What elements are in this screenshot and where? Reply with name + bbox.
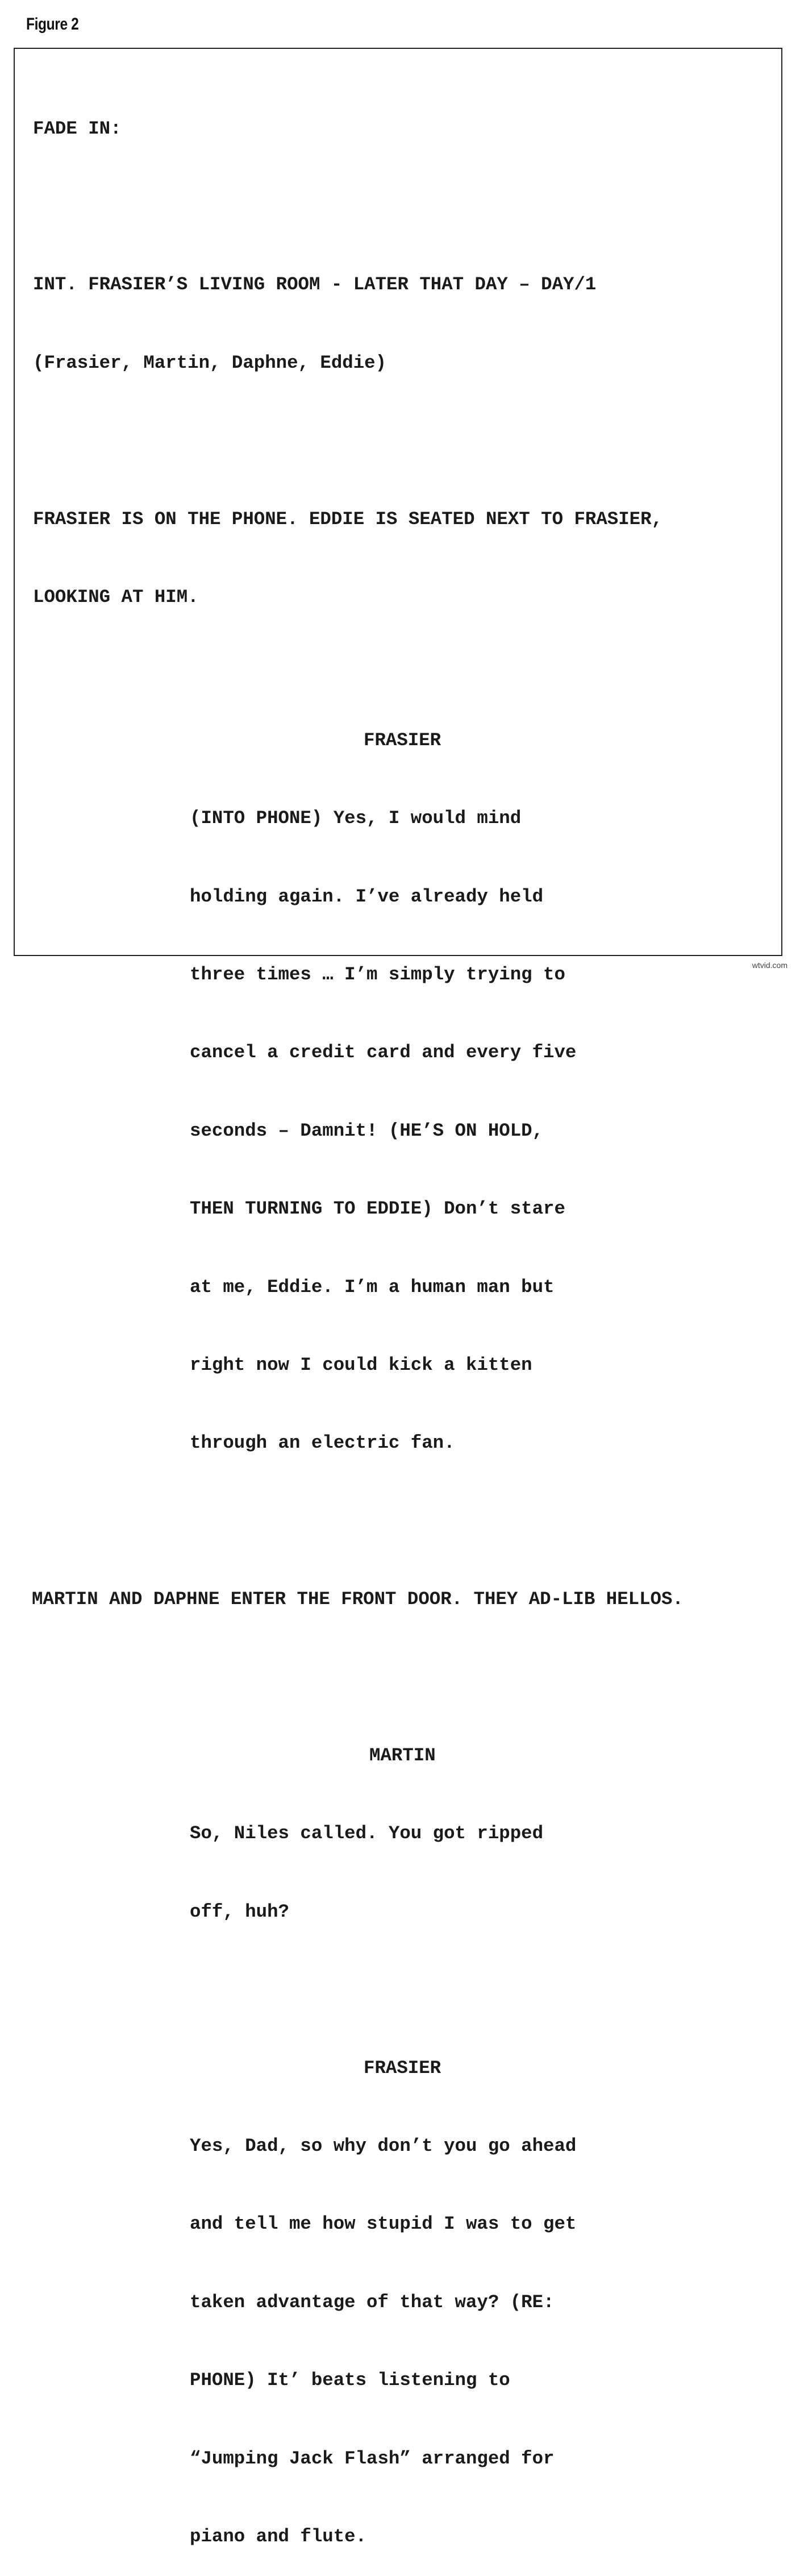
transition: FADE IN: <box>33 118 122 139</box>
action-line: FRASIER IS ON THE PHONE. EDDIE IS SEATED NEXT TO FRASIER, <box>33 508 663 530</box>
action-line: LOOKING AT HIM. <box>33 586 199 608</box>
dialogue-line: holding again. I’ve already held <box>190 886 544 907</box>
dialogue-line: off, huh? <box>190 1901 289 1922</box>
dialogue-line: seconds – Damnit! (HE’S ON HOLD, <box>190 1120 544 1141</box>
dialogue-line: PHONE) It’ beats listening to <box>190 2370 510 2391</box>
cast-list: (Frasier, Martin, Daphne, Eddie) <box>33 352 387 373</box>
dialogue-line: (INTO PHONE) Yes, I would mind <box>190 808 522 829</box>
figure-label: Figure 2 <box>26 15 79 34</box>
dialogue-line: Yes, Dad, so why don’t you go ahead <box>190 2135 577 2157</box>
dialogue-line: right now I could kick a kitten <box>190 1355 532 1376</box>
dialogue-line: three times … I’m simply trying to <box>190 964 565 986</box>
dialogue-line: THEN TURNING TO EDDIE) Don’t stare <box>190 1198 565 1220</box>
character-name-martin: MARTIN <box>369 1745 436 1766</box>
character-name-frasier: FRASIER <box>364 2057 441 2079</box>
script-page <box>33 64 684 2576</box>
dialogue-line: “Jumping Jack Flash” arranged for <box>190 2448 555 2469</box>
dialogue-line: taken advantage of that way? (RE: <box>190 2291 555 2313</box>
slugline: INT. FRASIER’S LIVING ROOM - LATER THAT DAY – DAY/1 <box>33 274 597 296</box>
dialogue-line: cancel a credit card and every five <box>190 1042 577 1063</box>
dialogue-line: and tell me how stupid I was to get <box>190 2213 577 2235</box>
character-name-frasier: FRASIER <box>364 729 441 751</box>
watermark: wtvid.com <box>752 961 788 970</box>
dialogue-line: at me, Eddie. I’m a human man but <box>190 1276 555 1298</box>
dialogue-line: So, Niles called. You got ripped <box>190 1823 544 1844</box>
dialogue-line: through an electric fan. <box>190 1432 455 1454</box>
dialogue-line: piano and flute. <box>190 2525 367 2547</box>
action-line: MARTIN AND DAPHNE ENTER THE FRONT DOOR. THEY AD-LIB HELLOS. <box>32 1589 684 1610</box>
